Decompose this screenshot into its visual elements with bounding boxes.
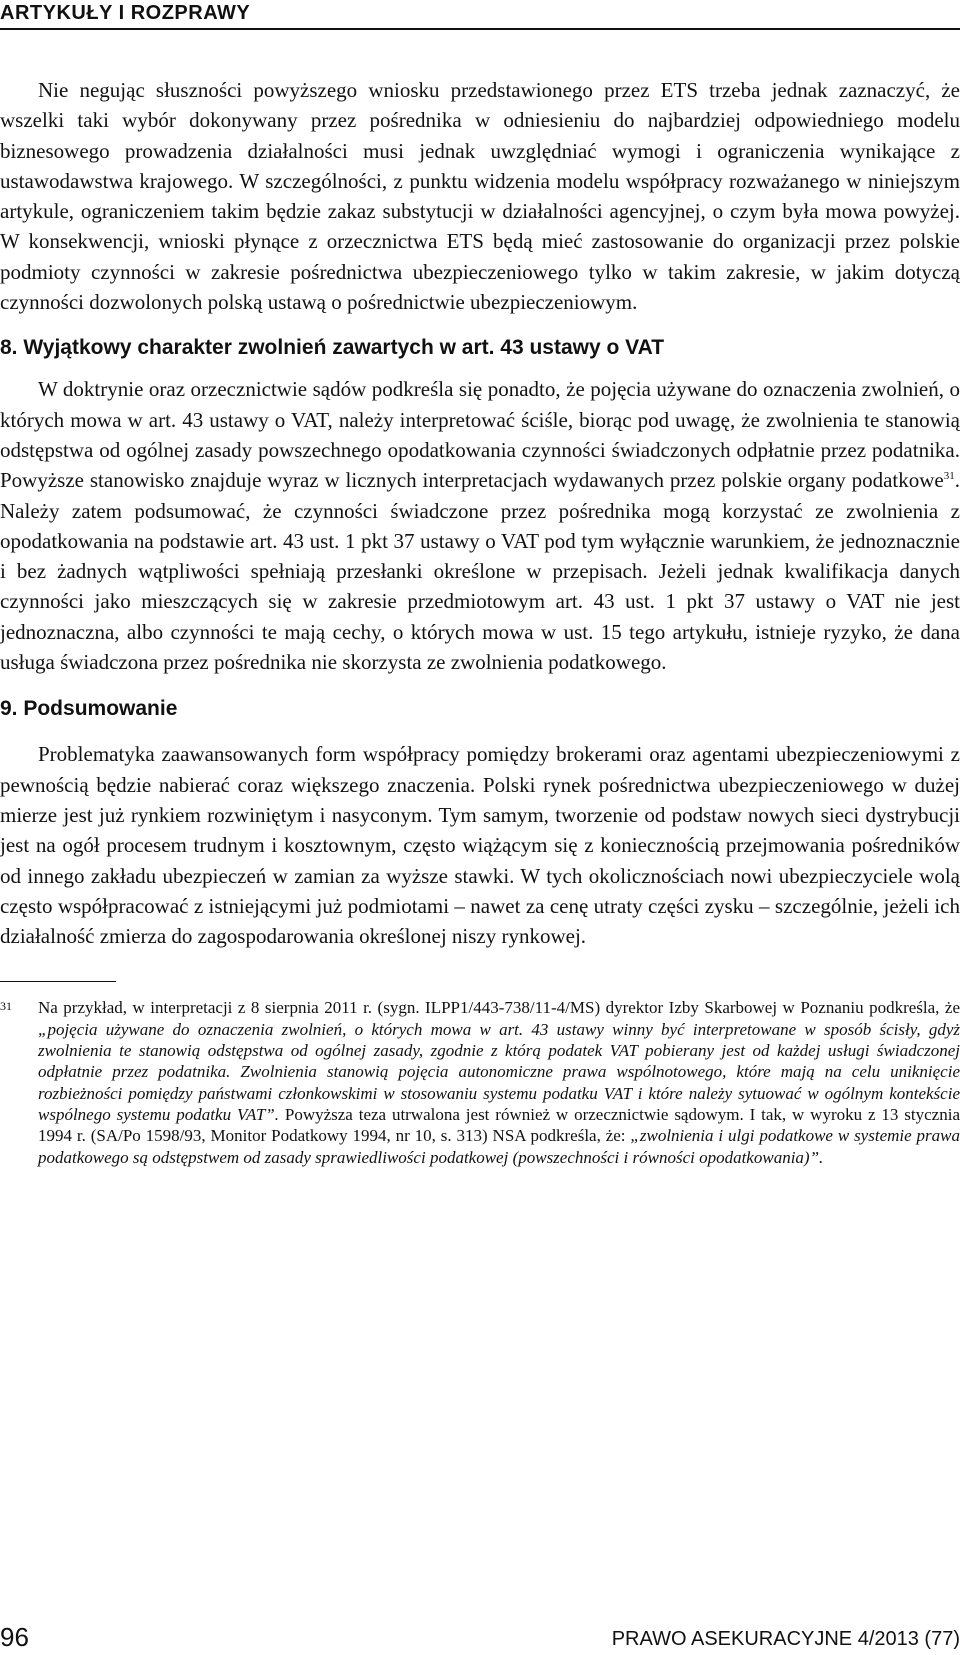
footnote-reference[interactable]: 31 bbox=[943, 470, 955, 483]
section-heading-9: 9. Podsumowanie bbox=[0, 697, 178, 721]
footnote-quote-2: „zwolnienia i ulgi podatkowe w systemie prawa podatkowego są odstępstwem od zasady sprawiedliwości podatkowej (powszechności i równości opodatkowania)”. bbox=[38, 1126, 960, 1167]
paragraph-2 bbox=[0, 374, 960, 677]
footnote-text-2: Powyższa teza utrwalona jest również w orzecznictwie sądowym. I tak, w wyroku z 13 stycznia 1994 r. (SA/Po 1598/93, Monitor Podatkowy 1994, nr 10, s. 313) NSA podkreśla, że: bbox=[38, 1104, 960, 1146]
footnote-quote-1: „pojęcia używane do oznaczenia zwolnień, o których mowa w art. 43 ustawy winny być interpretowane w sposób ścisły, gdyż zwolnienia te stanowią odstępstwa od ogólnej zasady, zgodnie z którą podatek VAT pobierany jest od każdej usługi świadczonej odpłatnie przez podatnika. Zwolnienia stanowią pojęcia autonomiczne prawa wspólnotowego, które mają na celu uniknięcie rozbieżności pomiędzy państwami członkowskimi w stosowaniu systemu podatku VAT i które należy sytuować w ogólnym kontekście wspólnego systemu podatku VAT”. bbox=[38, 1019, 960, 1124]
paragraph-2-part-b: . Należy zatem podsumować, że czynności świadczone przez pośrednika mogą korzystać ze zwolnienia z opodatkowania na podstawie art. 43 ust. 1 pkt 37 ustawy o VAT pod tym wyłącznie warunkiem, że jednoznacznie i bez żadnych wątpliwości spełniają przesłanki określone w przepisach. Jeżeli jednak kwalifikacja danych czynności jako mieszczących się w zakresie przedmiotowym art. 43 ust. 1 pkt 37 ustawy o VAT nie jest jednoznaczna, albo czynności te mają cechy, o których mowa w ust. 15 tego artykułu, istnieje ryzyko, że dana usługa świadczona przez pośrednika nie skorzysta ze zwolnienia podatkowego. bbox=[0, 468, 960, 675]
footnote-separator bbox=[0, 981, 116, 982]
paragraph-1: Nie negując słuszności powyższego wniosku przedstawionego przez ETS trzeba jednak zaznaczyć, że wszelki taki wybór dokonywany przez pośrednika w odniesieniu do najbardziej odpowiedniego modelu biznesowego prowadzenia działalności musi jednak uwzględniać wymogi i ograniczenia wynikające z ustawodawstwa krajowego. W szczególności, z punktu widzenia modelu współpracy rozważanego w niniejszym artykule, ograniczeniem takim będzie zakaz substytucji w działalności agencyjnej, o czym była mowa powyżej. W konsekwencji, wnioski płynące z orzecznictwa ETS będą mieć zastosowanie do organizacji przez polskie podmioty czynności w zakresie pośrednictwa ubezpieczeniowego tylko w takim zakresie, w jakim dotyczą czynności dozwolonych polską ustawą o pośrednictwie ubezpieczeniowym. bbox=[0, 78, 960, 315]
paragraph-2-part-a: W doktrynie oraz orzecznictwie sądów podkreśla się ponadto, że pojęcia używane do oznaczenia zwolnień, o których mowa w art. 43 ustawy o VAT, należy interpretować ściśle, biorąc pod uwagę, że zwolnienia te stanowią odstępstwa od ogólnej zasady powszechnego opodatkowania czynności świadczonych odpłatnie przez podatnika. Powyższe stanowisko znajduje wyraz w licznych interpretacjach wydawanych przez polskie organy podatkowe bbox=[0, 377, 960, 493]
footnote-31 bbox=[0, 997, 960, 1167]
footnote-number: 31 bbox=[0, 999, 12, 1014]
running-header: ARTYKUŁY I ROZPRAWY bbox=[0, 2, 251, 24]
section-heading-8: 8. Wyjątkowy charakter zwolnień zawartych w art. 43 ustawy o VAT bbox=[0, 336, 665, 360]
article-body bbox=[0, 75, 960, 1168]
footnote-text bbox=[38, 997, 960, 1167]
paragraph-3: Problematyka zaawansowanych form współpracy pomiędzy brokerami oraz agentami ubezpieczeniowymi z pewnością będzie nabierać coraz większego znaczenia. Polski rynek pośrednictwa ubezpieczeniowego w dużej mierze jest już rynkiem rozwiniętym i nasyconym. Tym samym, tworzenie od podstaw nowych sieci dystrybucji jest na ogół procesem trudnym i kosztownym, często wiążącym się z koniecznością przejmowania pośredników od innego zakładu ubezpieczeń w zamian za wyższe stawki. W tych okolicznościach nowi ubezpieczyciele wolą często współpracować z istniejącymi już podmiotami – nawet za cenę utraty części zysku – szczególnie, jeżeli ich działalność zmierza do zagospodarowania określonej niszy rynkowej. bbox=[0, 742, 960, 949]
journal-citation: PRAWO ASEKURACYJNE 4/2013 (77) bbox=[611, 1628, 960, 1650]
page-number: 96 bbox=[0, 1622, 29, 1652]
page-footer bbox=[0, 1622, 960, 1652]
header-rule bbox=[0, 28, 960, 30]
footnote-text-1: Na przykład, w interpretacji z 8 sierpnia 2011 r. (sygn. ILPP1/443-738/11-4/MS) dyrektor Izby Skarbowej w Poznaniu podkreśla, że bbox=[38, 998, 960, 1018]
